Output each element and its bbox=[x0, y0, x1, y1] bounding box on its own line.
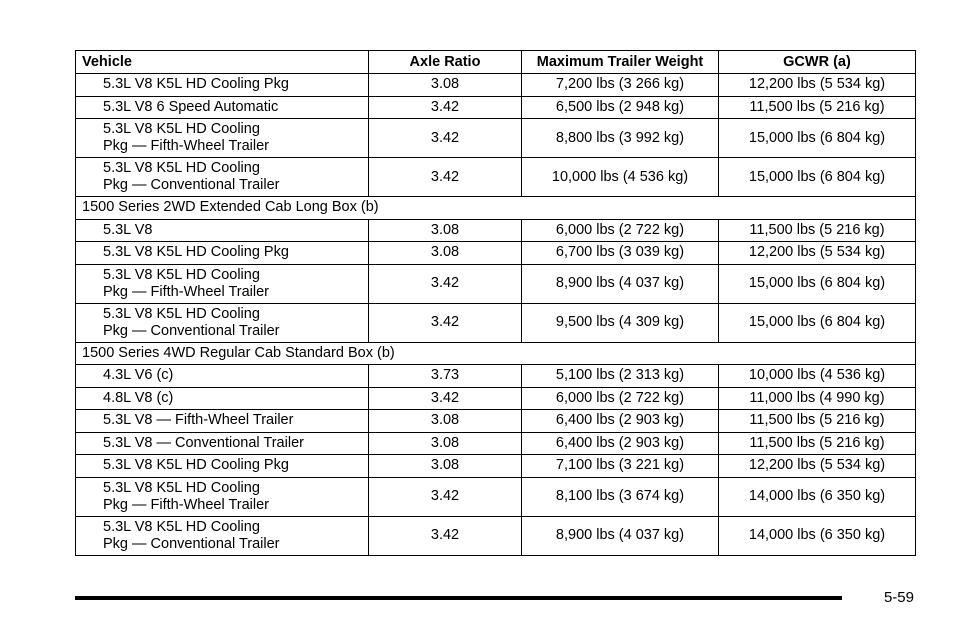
table-header-row bbox=[76, 51, 916, 74]
vehicle-line-2: Pkg — Conventional Trailer bbox=[103, 177, 280, 193]
vehicle-cell bbox=[76, 158, 369, 197]
page-number: 5-59 bbox=[883, 589, 914, 606]
table-row bbox=[76, 74, 916, 97]
gcwr-cell: 14,000 lbs (6 350 kg) bbox=[719, 516, 916, 555]
gcwr-cell: 15,000 lbs (6 804 kg) bbox=[719, 264, 916, 303]
trailer-weight-cell: 6,700 lbs (3 039 kg) bbox=[522, 242, 719, 265]
trailer-weight-cell: 7,200 lbs (3 266 kg) bbox=[522, 74, 719, 97]
trailer-weight-cell: 6,000 lbs (2 722 kg) bbox=[522, 387, 719, 410]
vehicle-cell: 4.3L V6 (c) bbox=[76, 365, 369, 388]
vehicle-line-2: Pkg — Fifth-Wheel Trailer bbox=[103, 283, 269, 300]
gcwr-cell: 11,500 lbs (5 216 kg) bbox=[719, 410, 916, 433]
gcwr-cell: 11,500 lbs (5 216 kg) bbox=[719, 219, 916, 242]
footer-rule bbox=[75, 596, 842, 600]
axle-ratio-cell: 3.42 bbox=[369, 387, 522, 410]
table-row bbox=[76, 158, 916, 197]
vehicle-cell bbox=[76, 303, 369, 342]
section-heading: 1500 Series 2WD Extended Cab Long Box (b) bbox=[76, 197, 916, 220]
trailer-weight-cell: 9,500 lbs (4 309 kg) bbox=[522, 303, 719, 342]
axle-ratio-cell: 3.08 bbox=[369, 455, 522, 478]
gcwr-cell: 12,200 lbs (5 534 kg) bbox=[719, 242, 916, 265]
gcwr-cell: 15,000 lbs (6 804 kg) bbox=[719, 119, 916, 158]
trailer-weight-cell: 8,800 lbs (3 992 kg) bbox=[522, 119, 719, 158]
header-vehicle: Vehicle bbox=[76, 51, 369, 74]
axle-ratio-cell: 3.42 bbox=[369, 303, 522, 342]
axle-ratio-cell: 3.08 bbox=[369, 74, 522, 97]
towing-table bbox=[75, 50, 916, 556]
trailer-weight-cell: 8,100 lbs (3 674 kg) bbox=[522, 477, 719, 516]
axle-ratio-cell: 3.08 bbox=[369, 219, 522, 242]
table-row bbox=[76, 303, 916, 342]
vehicle-cell bbox=[76, 119, 369, 158]
vehicle-cell bbox=[76, 477, 369, 516]
table-row bbox=[76, 242, 916, 265]
vehicle-line-1: 5.3L V8 K5L HD Cooling bbox=[103, 518, 260, 535]
gcwr-cell: 11,500 lbs (5 216 kg) bbox=[719, 432, 916, 455]
gcwr-cell: 10,000 lbs (4 536 kg) bbox=[719, 365, 916, 388]
table-row bbox=[76, 432, 916, 455]
table-row bbox=[76, 410, 916, 433]
axle-ratio-cell: 3.42 bbox=[369, 264, 522, 303]
vehicle-cell: 5.3L V8 bbox=[76, 219, 369, 242]
gcwr-cell: 15,000 lbs (6 804 kg) bbox=[719, 158, 916, 197]
gcwr-cell: 12,200 lbs (5 534 kg) bbox=[719, 455, 916, 478]
vehicle-line-1: 5.3L V8 K5L HD Cooling bbox=[103, 266, 260, 283]
vehicle-cell: 5.3L V8 K5L HD Cooling Pkg bbox=[76, 74, 369, 97]
section-heading: 1500 Series 4WD Regular Cab Standard Box (b) bbox=[76, 342, 916, 365]
vehicle-line-2: Pkg — Conventional Trailer bbox=[103, 322, 280, 339]
trailer-weight-cell: 6,400 lbs (2 903 kg) bbox=[522, 410, 719, 433]
trailer-weight-cell: 6,500 lbs (2 948 kg) bbox=[522, 96, 719, 119]
axle-ratio-cell: 3.08 bbox=[369, 432, 522, 455]
section-row bbox=[76, 197, 916, 220]
table-row bbox=[76, 387, 916, 410]
vehicle-line-1: 5.3L V8 K5L HD Cooling bbox=[103, 305, 260, 322]
axle-ratio-cell: 3.42 bbox=[369, 516, 522, 555]
header-max-trailer-weight: Maximum Trailer Weight bbox=[522, 51, 719, 74]
trailer-weight-cell: 8,900 lbs (4 037 kg) bbox=[522, 516, 719, 555]
table-row bbox=[76, 264, 916, 303]
vehicle-line-1: 5.3L V8 K5L HD Cooling bbox=[103, 479, 260, 496]
trailer-weight-cell: 5,100 lbs (2 313 kg) bbox=[522, 365, 719, 388]
axle-ratio-cell: 3.42 bbox=[369, 119, 522, 158]
vehicle-line-2: Pkg — Fifth-Wheel Trailer bbox=[103, 496, 269, 513]
gcwr-cell: 11,500 lbs (5 216 kg) bbox=[719, 96, 916, 119]
axle-ratio-cell: 3.42 bbox=[369, 96, 522, 119]
table-row bbox=[76, 96, 916, 119]
vehicle-line-1: 5.3L V8 K5L HD Cooling bbox=[103, 160, 260, 176]
vehicle-cell: 5.3L V8 — Fifth-Wheel Trailer bbox=[76, 410, 369, 433]
trailer-weight-cell: 6,400 lbs (2 903 kg) bbox=[522, 432, 719, 455]
table-row bbox=[76, 477, 916, 516]
vehicle-cell: 4.8L V8 (c) bbox=[76, 387, 369, 410]
vehicle-cell: 5.3L V8 K5L HD Cooling Pkg bbox=[76, 242, 369, 265]
trailer-weight-cell: 8,900 lbs (4 037 kg) bbox=[522, 264, 719, 303]
header-gcwr: GCWR (a) bbox=[719, 51, 916, 74]
table-row bbox=[76, 365, 916, 388]
vehicle-cell: 5.3L V8 — Conventional Trailer bbox=[76, 432, 369, 455]
vehicle-cell: 5.3L V8 K5L HD Cooling Pkg bbox=[76, 455, 369, 478]
trailer-weight-cell: 10,000 lbs (4 536 kg) bbox=[522, 158, 719, 197]
table-row bbox=[76, 219, 916, 242]
vehicle-cell bbox=[76, 264, 369, 303]
gcwr-cell: 15,000 lbs (6 804 kg) bbox=[719, 303, 916, 342]
vehicle-cell: 5.3L V8 6 Speed Automatic bbox=[76, 96, 369, 119]
vehicle-line-2: Pkg — Fifth-Wheel Trailer bbox=[103, 138, 269, 154]
trailer-weight-cell: 6,000 lbs (2 722 kg) bbox=[522, 219, 719, 242]
trailer-weight-cell: 7,100 lbs (3 221 kg) bbox=[522, 455, 719, 478]
vehicle-line-1: 5.3L V8 K5L HD Cooling bbox=[103, 121, 260, 137]
gcwr-cell: 11,000 lbs (4 990 kg) bbox=[719, 387, 916, 410]
axle-ratio-cell: 3.42 bbox=[369, 158, 522, 197]
vehicle-line-2: Pkg — Conventional Trailer bbox=[103, 535, 280, 552]
axle-ratio-cell: 3.73 bbox=[369, 365, 522, 388]
table-row bbox=[76, 119, 916, 158]
section-row bbox=[76, 342, 916, 365]
vehicle-cell bbox=[76, 516, 369, 555]
axle-ratio-cell: 3.08 bbox=[369, 410, 522, 433]
table-row bbox=[76, 516, 916, 555]
header-axle-ratio: Axle Ratio bbox=[369, 51, 522, 74]
gcwr-cell: 14,000 lbs (6 350 kg) bbox=[719, 477, 916, 516]
axle-ratio-cell: 3.42 bbox=[369, 477, 522, 516]
axle-ratio-cell: 3.08 bbox=[369, 242, 522, 265]
gcwr-cell: 12,200 lbs (5 534 kg) bbox=[719, 74, 916, 97]
table-row bbox=[76, 455, 916, 478]
